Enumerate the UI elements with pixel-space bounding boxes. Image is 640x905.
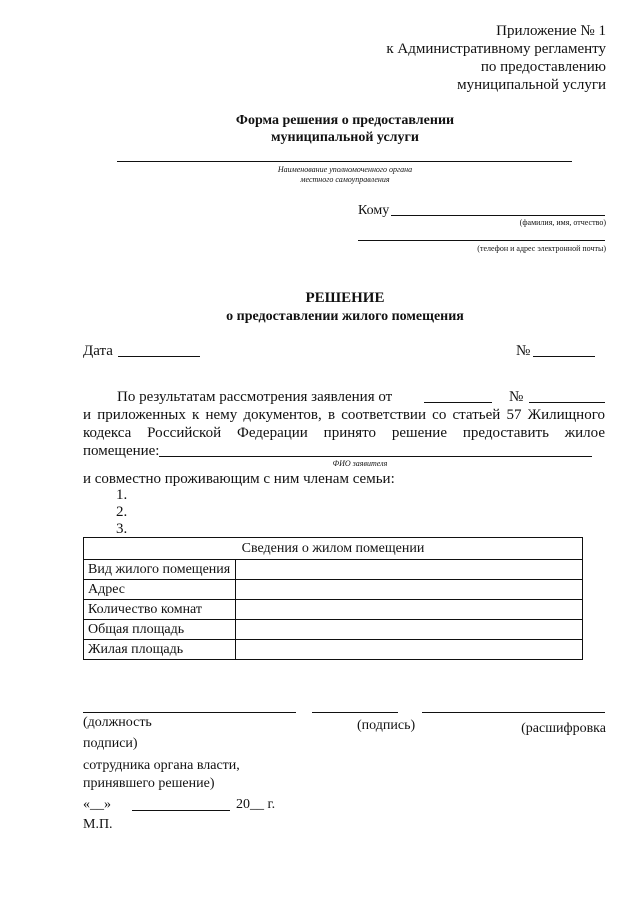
- body-p2: и приложенных к нему документов, в соответствии со статьей 57 Жилищного: [83, 407, 605, 423]
- recipient-name-line: [391, 215, 605, 216]
- appendix-service: муниципальной услуги: [457, 77, 606, 93]
- table-row: [84, 560, 583, 580]
- position-caption-1: (должность: [83, 715, 152, 730]
- authority-name-line: [117, 161, 572, 162]
- date-label: Дата: [83, 343, 113, 359]
- table-label-type: Вид жилого помещения: [84, 560, 236, 580]
- to-label: Кому: [358, 203, 390, 218]
- body-p1-number: №: [509, 389, 524, 405]
- body-p3: кодекса Российской Федерации принято решение предоставить жилое: [83, 425, 605, 441]
- table-label-address: Адрес: [84, 580, 236, 600]
- authority-caption-line1: Наименование уполномоченного органа: [277, 165, 413, 174]
- sign-date-month-line: [132, 810, 230, 811]
- body-p1-start: По результатам рассмотрения заявления от: [117, 389, 393, 405]
- authority-caption: [195, 165, 495, 185]
- member-2: 2.: [116, 504, 128, 520]
- position-line: [83, 712, 296, 713]
- table-row: [84, 620, 583, 640]
- decision-title: РЕШЕНИЕ: [305, 290, 385, 306]
- signature-caption: (подпись): [357, 718, 416, 733]
- appendix-provision: по предоставлению: [480, 59, 606, 75]
- table-row: [84, 580, 583, 600]
- employee-caption-1: сотрудника органа власти,: [83, 758, 240, 773]
- form-title: [195, 112, 495, 146]
- appendix-number: Приложение № 1: [496, 23, 606, 39]
- member-1: 1.: [116, 487, 128, 503]
- decoding-line: [422, 712, 605, 713]
- housing-info-table: [83, 537, 583, 660]
- table-label-living-area: Жилая площадь: [84, 640, 236, 660]
- table-value-cell: [236, 580, 583, 600]
- recipient-contact-caption: (телефон и адрес электронной почты): [477, 244, 606, 253]
- form-title-line2: муниципальной услуги: [271, 130, 419, 145]
- authority-caption-line2: местного самоуправления: [300, 175, 390, 184]
- stamp-label: М.П.: [83, 817, 113, 832]
- sign-date-day: «__»: [83, 797, 111, 812]
- table-row: [84, 640, 583, 660]
- position-caption-2: подписи): [83, 736, 138, 751]
- applicant-name-line: [159, 456, 592, 457]
- signature-line: [312, 712, 398, 713]
- member-3: 3.: [116, 521, 128, 537]
- decoding-caption: (расшифровка: [521, 721, 606, 736]
- table-label-total-area: Общая площадь: [84, 620, 236, 640]
- form-title-line1: Форма решения о предоставлении: [235, 113, 455, 128]
- table-row: [84, 600, 583, 620]
- number-label: №: [516, 343, 531, 359]
- decision-subtitle: о предоставлении жилого помещения: [226, 309, 464, 324]
- body-p5: и совместно проживающим с ним членам семьи:: [83, 471, 395, 487]
- table-label-rooms: Количество комнат: [84, 600, 236, 620]
- table-value-cell: [236, 560, 583, 580]
- recipient-contact-line: [358, 240, 605, 241]
- appendix-header: [306, 22, 606, 94]
- applicant-caption: ФИО заявителя: [332, 459, 388, 468]
- application-date-line: [424, 402, 492, 403]
- body-p4: помещение:: [83, 443, 160, 459]
- recipient-name-caption: (фамилия, имя, отчество): [519, 218, 606, 227]
- application-number-line: [529, 402, 605, 403]
- table-value-cell: [236, 640, 583, 660]
- appendix-regulation: к Административному регламенту: [386, 41, 606, 57]
- table-value-cell: [236, 620, 583, 640]
- date-line: [118, 356, 200, 357]
- table-header: Сведения о жилом помещении: [84, 538, 583, 560]
- sign-date-year: 20__ г.: [236, 797, 276, 812]
- table-value-cell: [236, 600, 583, 620]
- employee-caption-2: принявшего решение): [83, 776, 215, 791]
- table-header-row: [84, 538, 583, 560]
- number-line: [533, 356, 595, 357]
